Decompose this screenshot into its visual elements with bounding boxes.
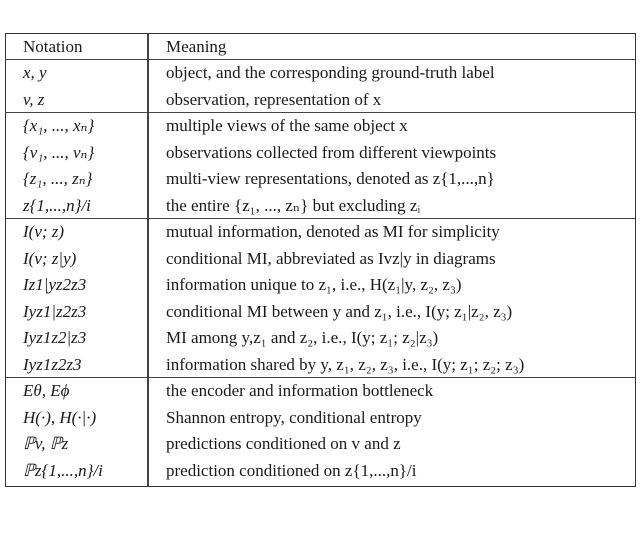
table-row bbox=[6, 299, 635, 326]
meaning-cell: predictions conditioned on v and z bbox=[166, 434, 401, 453]
meaning-cell: observations collected from different viewpoints bbox=[166, 142, 497, 162]
notation-cell: ℙv, ℙz bbox=[23, 434, 69, 453]
notation-cell: Iyz1|z2z3 bbox=[23, 301, 87, 321]
notation-cell: z{1,...,n}/i bbox=[23, 195, 91, 215]
table-group-information bbox=[6, 218, 635, 378]
notation-cell: ℙz{1,...,n}/i bbox=[23, 460, 103, 480]
meaning-cell: MI among y,z₁ and z₂, i.e., I(y; z₁; z₂|z₃) bbox=[166, 328, 439, 347]
notation-cell: {z₁, ..., zₙ} bbox=[23, 169, 93, 188]
meaning-cell: observation, representation of x bbox=[166, 89, 382, 109]
header-notation: Notation bbox=[23, 37, 83, 56]
notation-cell: I(v; z|y) bbox=[23, 248, 77, 268]
table-row bbox=[6, 140, 635, 167]
table-row bbox=[6, 246, 635, 273]
notation-cell: Iyz1z2z3 bbox=[23, 354, 82, 374]
table-row bbox=[6, 166, 635, 193]
meaning-cell: object, and the corresponding ground-truth label bbox=[166, 63, 495, 82]
body-text-partial bbox=[0, 505, 8, 535]
notation-cell: {x₁, ..., xₙ} bbox=[23, 116, 95, 135]
meaning-cell: prediction conditioned on z{1,...,n}/i bbox=[166, 460, 417, 480]
notation-cell: {v₁, ..., vₙ} bbox=[23, 142, 95, 162]
meaning-cell: the entire {z₁, ..., zₙ} but excluding zᵢ bbox=[166, 195, 421, 215]
table-row bbox=[6, 87, 635, 114]
meaning-cell: conditional MI between y and z₁, i.e., I(y; z₁|z₂, z₃) bbox=[166, 301, 513, 321]
table-row bbox=[6, 219, 635, 246]
table-row bbox=[6, 378, 635, 405]
table-row bbox=[6, 352, 635, 379]
notation-cell: I(v; z) bbox=[23, 222, 65, 241]
notation-table bbox=[5, 33, 636, 487]
meaning-cell: information shared by y, z₁, z₂, z₃, i.e., I(y; z₁; z₂; z₃) bbox=[166, 354, 525, 374]
table-row bbox=[6, 431, 635, 458]
notation-cell: Iz1|yz2z3 bbox=[23, 275, 87, 294]
meaning-cell: Shannon entropy, conditional entropy bbox=[166, 407, 422, 427]
table-row bbox=[6, 272, 635, 299]
table-header bbox=[6, 34, 635, 61]
header-meaning: Meaning bbox=[166, 37, 227, 56]
table-row bbox=[6, 113, 635, 140]
notation-cell: H(·), H(·|·) bbox=[23, 407, 97, 427]
table-group-basic bbox=[6, 59, 635, 113]
meaning-cell: the encoder and information bottleneck bbox=[166, 381, 434, 400]
table-group-views bbox=[6, 112, 635, 219]
notation-cell: v, z bbox=[23, 89, 45, 109]
notation-cell: x, y bbox=[23, 63, 47, 82]
meaning-cell: multi-view representations, denoted as z{1,...,n} bbox=[166, 169, 495, 188]
meaning-cell: information unique to z₁, i.e., H(z₁|y, z₂, z₃) bbox=[166, 275, 462, 294]
notation-cell: Iyz1z2|z3 bbox=[23, 328, 87, 347]
table-row bbox=[6, 60, 635, 87]
table-caption-partial bbox=[150, 0, 159, 14]
table-group-models bbox=[6, 377, 635, 484]
table-row bbox=[6, 458, 635, 485]
table-row bbox=[6, 193, 635, 220]
meaning-cell: multiple views of the same object x bbox=[166, 116, 408, 135]
table-row bbox=[6, 325, 635, 352]
meaning-cell: conditional MI, abbreviated as Ivz|y in diagrams bbox=[166, 248, 496, 268]
table-row bbox=[6, 405, 635, 432]
notation-cell: Eθ, Eϕ bbox=[23, 381, 70, 400]
meaning-cell: mutual information, denoted as MI for simplicity bbox=[166, 222, 500, 241]
